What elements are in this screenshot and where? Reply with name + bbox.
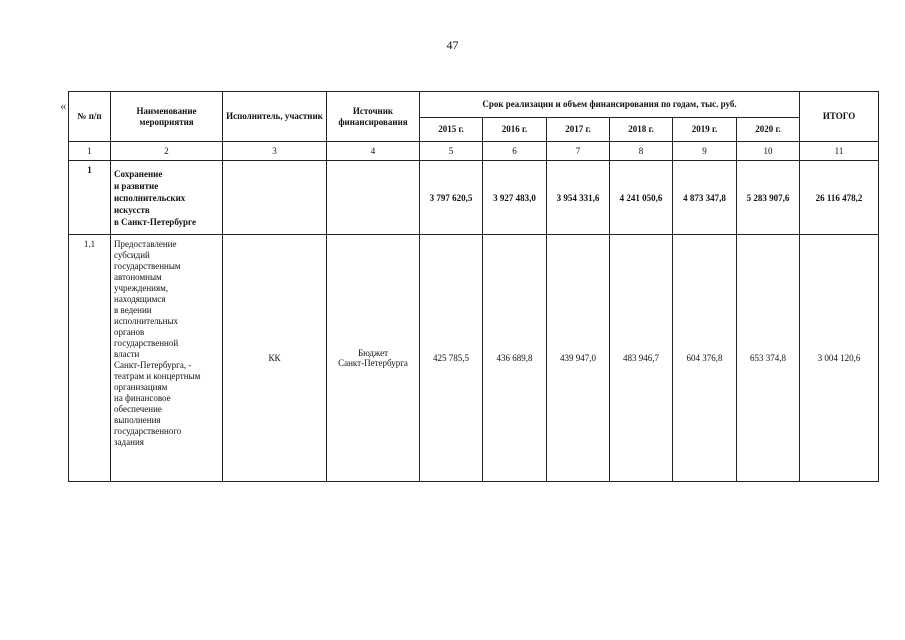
column-number: 8 (610, 142, 673, 161)
column-number: 4 (327, 142, 420, 161)
section-name-line: исполнительских (114, 192, 186, 203)
column-number-row (69, 142, 879, 161)
section-num: 1 (69, 161, 111, 235)
item-name-line: Санкт-Петербурга, - (114, 360, 192, 370)
year-header: 2016 г. (483, 118, 547, 142)
section-value-2019: 4 873 347,8 (673, 161, 737, 235)
column-number: 10 (737, 142, 800, 161)
column-number: 11 (800, 142, 879, 161)
item-value-2019: 604 376,8 (673, 235, 737, 482)
column-number: 6 (483, 142, 547, 161)
header-total: ИТОГО (800, 92, 879, 142)
header-executor: Исполнитель, участник (223, 92, 327, 142)
item-num: 1.1 (69, 235, 111, 482)
item-name-line: государственным (114, 261, 181, 271)
section-value-2018: 4 241 050,6 (610, 161, 673, 235)
year-header: 2020 г. (737, 118, 800, 142)
section-name-line: в Санкт-Петербурге (114, 216, 196, 227)
header-num: № п/п (69, 92, 111, 142)
section-executor (223, 161, 327, 235)
item-executor: КК (223, 235, 327, 482)
item-source (327, 235, 420, 482)
page-number: 47 (446, 38, 459, 52)
item-value-2017: 439 947,0 (547, 235, 610, 482)
section-name-line: Сохранение (114, 168, 163, 179)
item-name-line: государственного (114, 426, 182, 436)
section-value-2017: 3 954 331,6 (547, 161, 610, 235)
section-value-2015: 3 797 620,5 (420, 161, 483, 235)
item-name-line: учреждениям, (114, 283, 169, 293)
section-value-2020: 5 283 907,6 (737, 161, 800, 235)
opening-quote-mark: « (60, 98, 67, 113)
item-name-line: государственной (114, 338, 179, 348)
item-source-line: Санкт-Петербурга (338, 358, 408, 368)
year-header: 2017 г. (547, 118, 610, 142)
item-name-line: театрам и концертным (114, 371, 201, 381)
column-number: 7 (547, 142, 610, 161)
section-source (327, 161, 420, 235)
section-name (111, 161, 223, 235)
item-name-line: исполнительных (114, 316, 179, 326)
section-row (69, 161, 879, 235)
section-name-line: искусств (114, 204, 150, 215)
header-name: Наименование мероприятия (111, 92, 223, 142)
header-row (69, 92, 879, 118)
item-name-line: находящимся (114, 294, 166, 304)
header-source: Источник финансирования (327, 92, 420, 142)
item-name-line: автономным (114, 272, 162, 282)
item-value-2015: 425 785,5 (420, 235, 483, 482)
item-name-line: организациям (114, 382, 168, 392)
section-total: 26 116 478,2 (800, 161, 879, 235)
item-name-line: выполнения (114, 415, 161, 425)
item-value-2018: 483 946,7 (610, 235, 673, 482)
year-header: 2019 г. (673, 118, 737, 142)
item-value-2016: 436 689,8 (483, 235, 547, 482)
year-header: 2018 г. (610, 118, 673, 142)
item-name-line: органов (114, 327, 145, 337)
financing-table (68, 91, 879, 482)
item-value-2020: 653 374,8 (737, 235, 800, 482)
item-name-line: на финансовое (114, 393, 171, 403)
item-total: 3 004 120,6 (800, 235, 879, 482)
column-number: 2 (111, 142, 223, 161)
item-source-line: Бюджет (357, 348, 389, 358)
section-value-2016: 3 927 483,0 (483, 161, 547, 235)
item-name-line: власти (114, 349, 140, 359)
header-period: Срок реализации и объем финансирования по годам, тыс. руб. (420, 92, 800, 118)
column-number: 5 (420, 142, 483, 161)
column-number: 3 (223, 142, 327, 161)
column-number: 1 (69, 142, 111, 161)
item-name-line: задания (114, 437, 144, 447)
item-name-line: в ведении (114, 305, 152, 315)
item-name (111, 235, 223, 482)
item-row (69, 235, 879, 482)
section-name-line: и развитие (114, 180, 159, 191)
item-name-line: Предоставление (114, 239, 177, 249)
item-name-line: обеспечение (114, 404, 162, 414)
year-header: 2015 г. (420, 118, 483, 142)
column-number: 9 (673, 142, 737, 161)
item-name-line: субсидий (114, 250, 150, 260)
